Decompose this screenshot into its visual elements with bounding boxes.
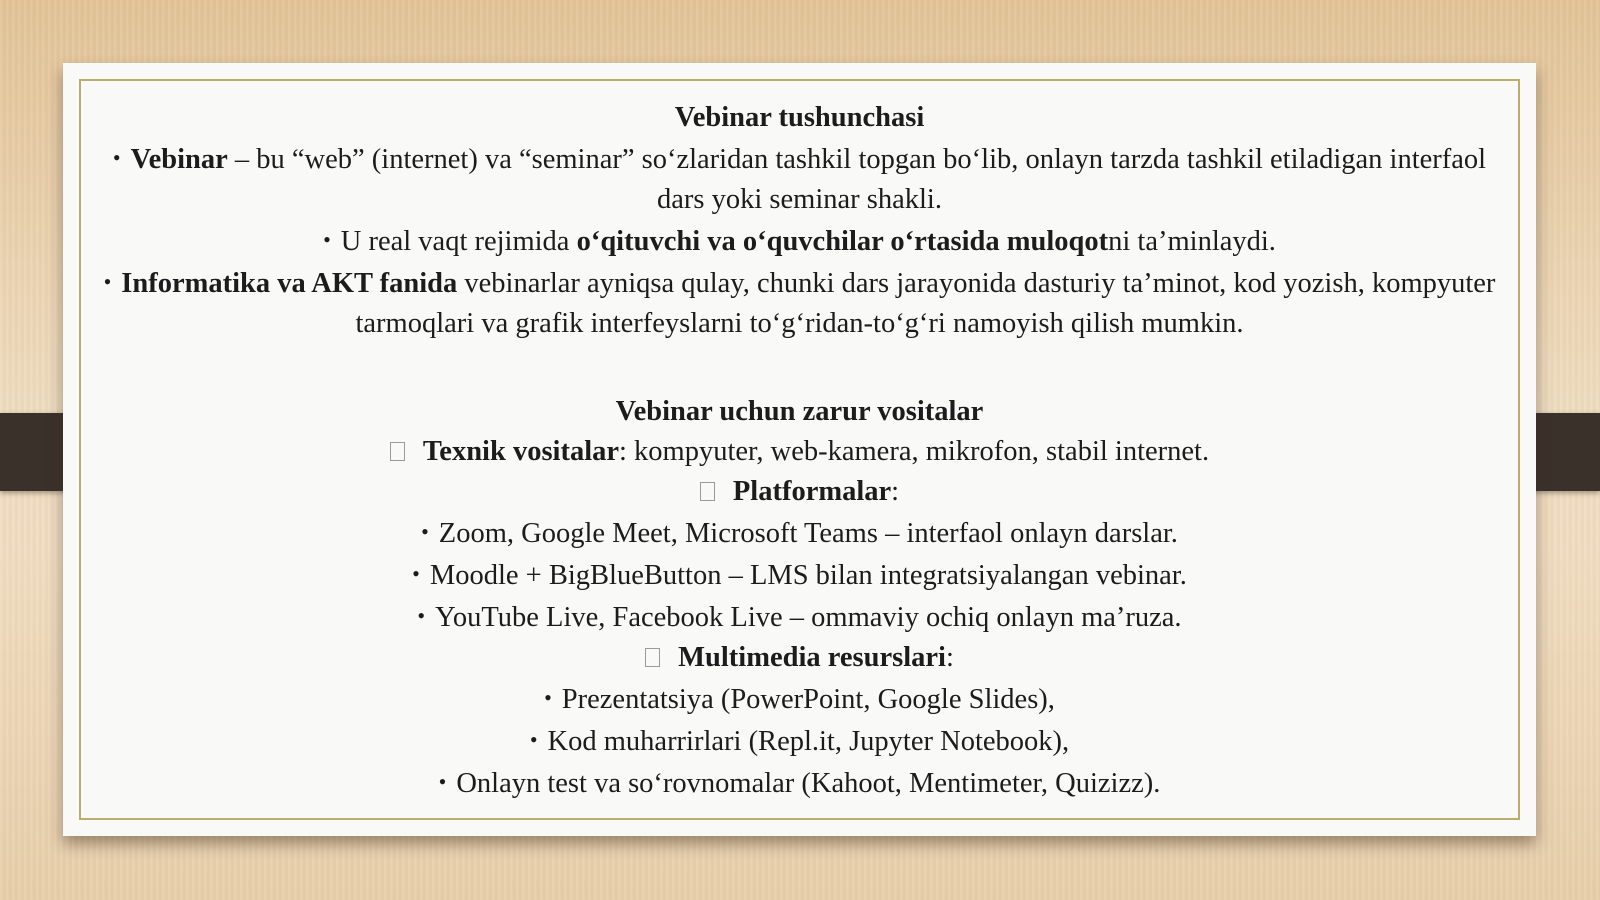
list-item bbox=[93, 554, 1506, 596]
multimedia-item-text: Onlayn test va so‘rovnomalar (Kahoot, Mentimeter, Quizizz). bbox=[456, 768, 1161, 799]
realtime-text-post: ni ta’minlaydi. bbox=[1108, 226, 1276, 257]
multimedia-label: Multimedia resurslari bbox=[678, 642, 946, 673]
checkbox-icon bbox=[390, 442, 405, 461]
ict-text: vebinarlar ayniqsa qulay, chunki dars jarayonida dasturiy ta’minot, kod yozish, kompyuter tarmoqlari va grafik interfeyslarni to‘g‘ridan-to‘g‘ri namoyish qilish mumkin. bbox=[355, 268, 1496, 339]
slide-card bbox=[63, 63, 1536, 836]
bullet-icon: • bbox=[103, 269, 112, 294]
list-item bbox=[93, 678, 1506, 720]
term-webinar: Vebinar bbox=[130, 144, 228, 175]
bullet-icon: • bbox=[421, 519, 429, 544]
bullet-icon: • bbox=[417, 603, 426, 628]
ict-subject: Informatika va AKT fanida bbox=[121, 268, 458, 299]
list-item bbox=[93, 762, 1506, 804]
technical-tools-text: : kompyuter, web-kamera, mikrofon, stabil internet. bbox=[619, 436, 1210, 467]
bullet-icon: • bbox=[529, 727, 538, 752]
realtime-text-bold: o‘qituvchi va o‘quvchilar o‘rtasida muloqot bbox=[576, 226, 1109, 257]
definition-paragraph bbox=[93, 138, 1506, 220]
checkbox-icon bbox=[645, 648, 660, 667]
platforms-colon: : bbox=[891, 476, 900, 507]
list-item bbox=[93, 512, 1506, 554]
multimedia-item-text: Kod muharrirlari (Repl.it, Jupyter Notebook), bbox=[547, 726, 1070, 757]
bullet-icon: • bbox=[544, 685, 552, 710]
list-item bbox=[93, 720, 1506, 762]
bullet-icon: • bbox=[112, 145, 121, 170]
multimedia-colon: : bbox=[945, 642, 954, 673]
platforms-label: Platformalar bbox=[732, 476, 892, 507]
bullet-icon: • bbox=[412, 561, 420, 586]
slide-content bbox=[93, 98, 1506, 804]
technical-tools-label: Texnik vositalar bbox=[422, 436, 620, 467]
platform-item-text: YouTube Live, Facebook Live – ommaviy ochiq onlayn ma’ruza. bbox=[435, 602, 1182, 633]
section-title-webinar-concept: Vebinar tushunchasi bbox=[674, 102, 925, 133]
multimedia-heading bbox=[93, 638, 1506, 678]
bullet-icon: • bbox=[438, 769, 447, 794]
technical-tools-line bbox=[93, 432, 1506, 472]
definition-text: – bu “web” (internet) va “seminar” so‘zlaridan tashkil topgan bo‘lib, onlayn tarzda tashkil etiladigan interfaol dars yoki seminar shakli. bbox=[227, 144, 1487, 215]
bullet-icon: • bbox=[323, 227, 331, 252]
section-title-webinar-tools: Vebinar uchun zarur vositalar bbox=[615, 396, 984, 427]
realtime-paragraph bbox=[93, 220, 1506, 262]
realtime-text-pre: U real vaqt rejimida bbox=[340, 226, 577, 257]
platform-item-text: Zoom, Google Meet, Microsoft Teams – interfaol onlayn darslar. bbox=[438, 518, 1178, 549]
multimedia-item-text: Prezentatsiya (PowerPoint, Google Slides), bbox=[561, 684, 1055, 715]
checkbox-icon bbox=[700, 482, 715, 501]
platforms-heading bbox=[93, 472, 1506, 512]
section-gap bbox=[93, 344, 1506, 392]
platform-item-text: Moodle + BigBlueButton – LMS bilan integratsiyalangan vebinar. bbox=[429, 560, 1187, 591]
ict-paragraph bbox=[93, 262, 1506, 344]
list-item bbox=[93, 596, 1506, 638]
